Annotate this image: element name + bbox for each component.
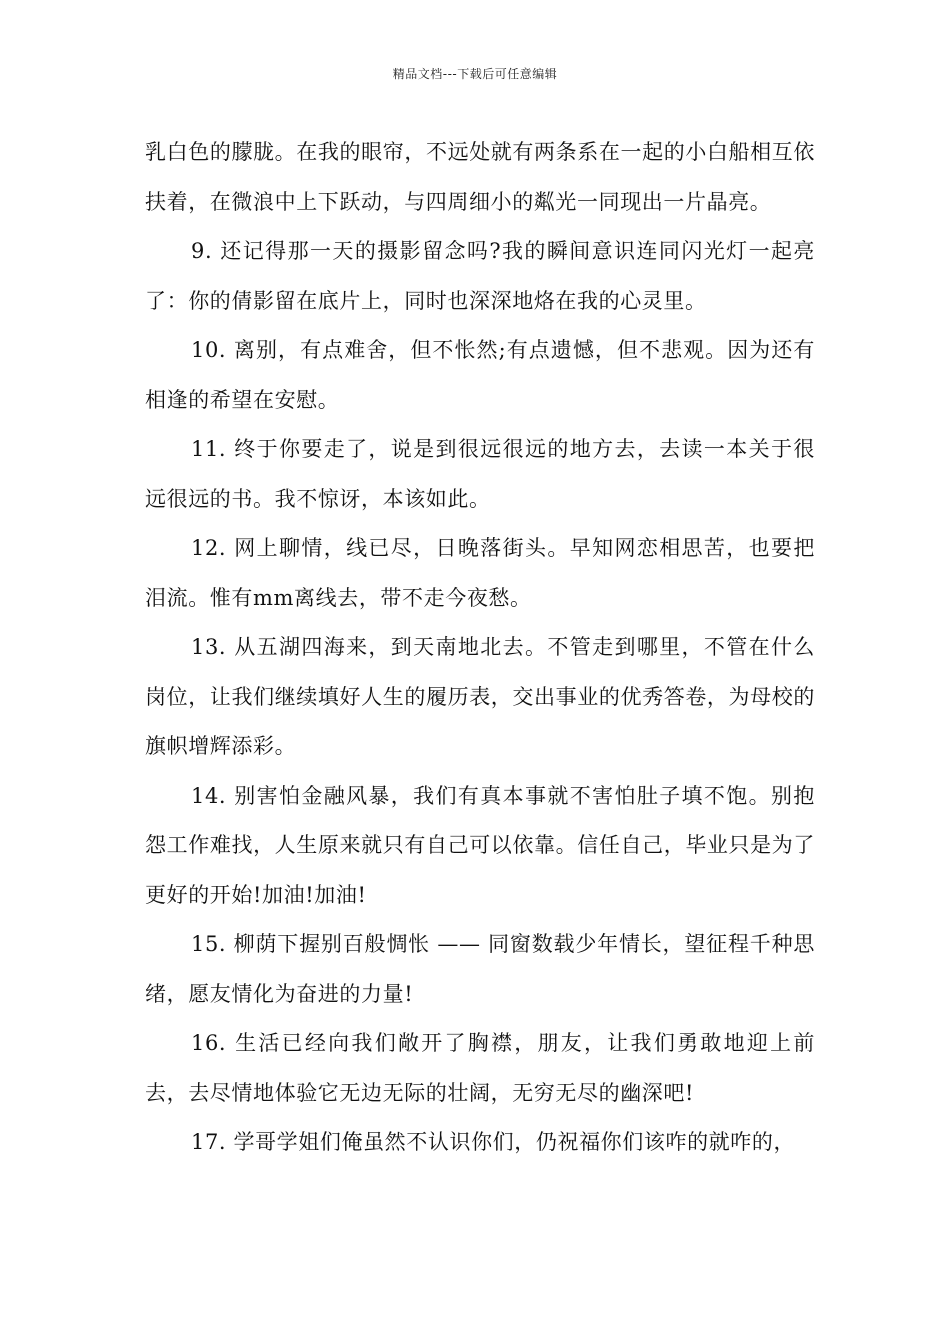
paragraph-continuation: 乳白色的朦胧。在我的眼帘，不远处就有两条系在一起的小白船相互依扶着，在微浪中上下跃动，与四周细小的粼光一同现出一片晶亮。 <box>145 140 815 214</box>
paragraph-item-11: 11. 终于你要走了，说是到很远很远的地方去，去读一本关于很远很远的书。我不惊讶，本该如此。 <box>145 437 815 511</box>
paragraph-item-12: 12. 网上聊情，线已尽，日晚落街头。早知网恋相思苦，也要把泪流。惟有mm离线去，带不走今夜愁。 <box>145 536 815 610</box>
document-body <box>145 128 815 1168</box>
page-header: 精品文档---下载后可任意编辑 <box>392 67 558 81</box>
paragraph-item-10: 10. 离别，有点难舍，但不怅然;有点遗憾，但不悲观。因为还有相逢的希望在安慰。 <box>145 338 815 412</box>
paragraph-item-14: 14. 别害怕金融风暴，我们有真本事就不害怕肚子填不饱。别抱怨工作难找，人生原来就只有自己可以依靠。信任自己，毕业只是为了更好的开始!加油!加油! <box>145 783 815 907</box>
paragraph-item-16: 16. 生活已经向我们敞开了胸襟，朋友，让我们勇敢地迎上前去，去尽情地体验它无边无际的壮阔，无穷无尽的幽深吧! <box>145 1031 815 1105</box>
paragraph-item-9: 9. 还记得那一天的摄影留念吗?我的瞬间意识连同闪光灯一起亮了：你的倩影留在底片上，同时也深深地烙在我的心灵里。 <box>145 239 815 313</box>
paragraph-item-13: 13. 从五湖四海来，到天南地北去。不管走到哪里，不管在什么岗位，让我们继续填好人生的履历表，交出事业的优秀答卷，为母校的旗帜增辉添彩。 <box>145 635 815 758</box>
paragraph-item-15: 15. 柳荫下握别百般惆怅 —— 同窗数载少年情长，望征程千种思绪，愿友情化为奋进的力量! <box>145 932 815 1006</box>
paragraph-item-17: 17. 学哥学姐们俺虽然不认识你们，仍祝福你们该咋的就咋的， <box>191 1130 796 1154</box>
